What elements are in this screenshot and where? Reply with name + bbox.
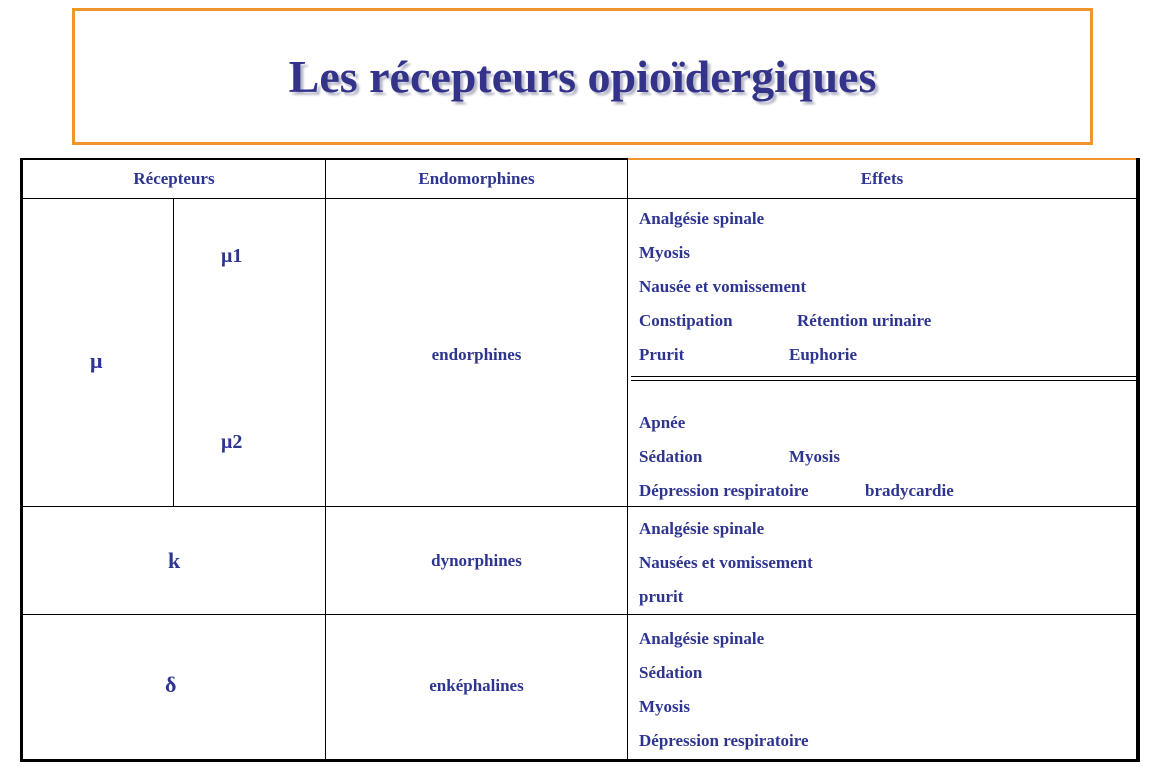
delta-effect-1: Analgésie spinale [639,629,765,648]
delta-effects [639,622,809,758]
mu-subcol-divider [173,198,174,506]
mu2-effect-1: Apnée [639,413,686,432]
mu1-effect-3: Nausée et vomissement [639,277,807,296]
delta-effect-2: Sédation [639,663,703,682]
mu-endomorphine: endorphines [431,345,522,364]
table-border-left [20,158,23,762]
header-effects: Effets [860,169,904,188]
delta-effect-3: Myosis [639,697,690,716]
kappa-effect-3: prurit [639,587,684,606]
title-box [72,8,1093,145]
mu1-effect-5b: Euphorie [789,345,858,364]
mu1-effect-4b: Rétention urinaire [797,311,932,330]
mu1-label: μ1 [221,245,243,267]
table-border-bottom [20,759,1140,762]
mu2-effect-2a: Sédation [639,447,703,466]
table-border-right [1136,158,1140,762]
mu-symbol: μ [90,348,103,373]
mu1-effect-row-4 [639,304,931,338]
row-divider-mu-k [20,506,1140,507]
mu1-effect-1: Analgésie spinale [639,209,765,228]
row-divider-k-delta [20,614,1140,615]
kappa-effect-1: Analgésie spinale [639,519,765,538]
kappa-effects [639,512,813,614]
kappa-symbol: k [168,548,181,573]
mu2-effect-row-2 [639,440,954,474]
mu1-effect-2: Myosis [639,243,690,262]
delta-endomorphine: enképhalines [429,676,524,695]
mu2-effect-2b: Myosis [789,447,840,466]
mu1-effect-row-5 [639,338,931,372]
header-divider [20,198,1140,199]
delta-symbol: δ [165,672,177,697]
mu2-label: μ2 [221,431,243,453]
mu2-effect-3a: Dépression respiratoire [639,481,809,500]
kappa-endomorphine: dynorphines [431,551,522,570]
col-divider-2 [627,158,628,762]
mu1-effect-4a: Constipation [639,311,733,330]
mu2-effects [639,406,954,508]
mu1-effects [639,202,931,372]
mu2-effect-3b: bradycardie [865,481,954,500]
mu1-effect-5a: Prurit [639,345,685,364]
mu-effects-double-line-b [631,380,1140,381]
page-title: Les récepteurs opioïdergiques [288,51,877,102]
delta-effect-4: Dépression respiratoire [639,731,809,750]
receptor-table [20,158,1140,762]
kappa-effect-2: Nausées et vomissement [639,553,813,572]
mu-effects-double-line-a [631,376,1140,377]
mu2-effect-row-3 [639,474,954,508]
header-receptors: Récepteurs [133,169,215,188]
header-endomorphines: Endomorphines [418,169,535,188]
